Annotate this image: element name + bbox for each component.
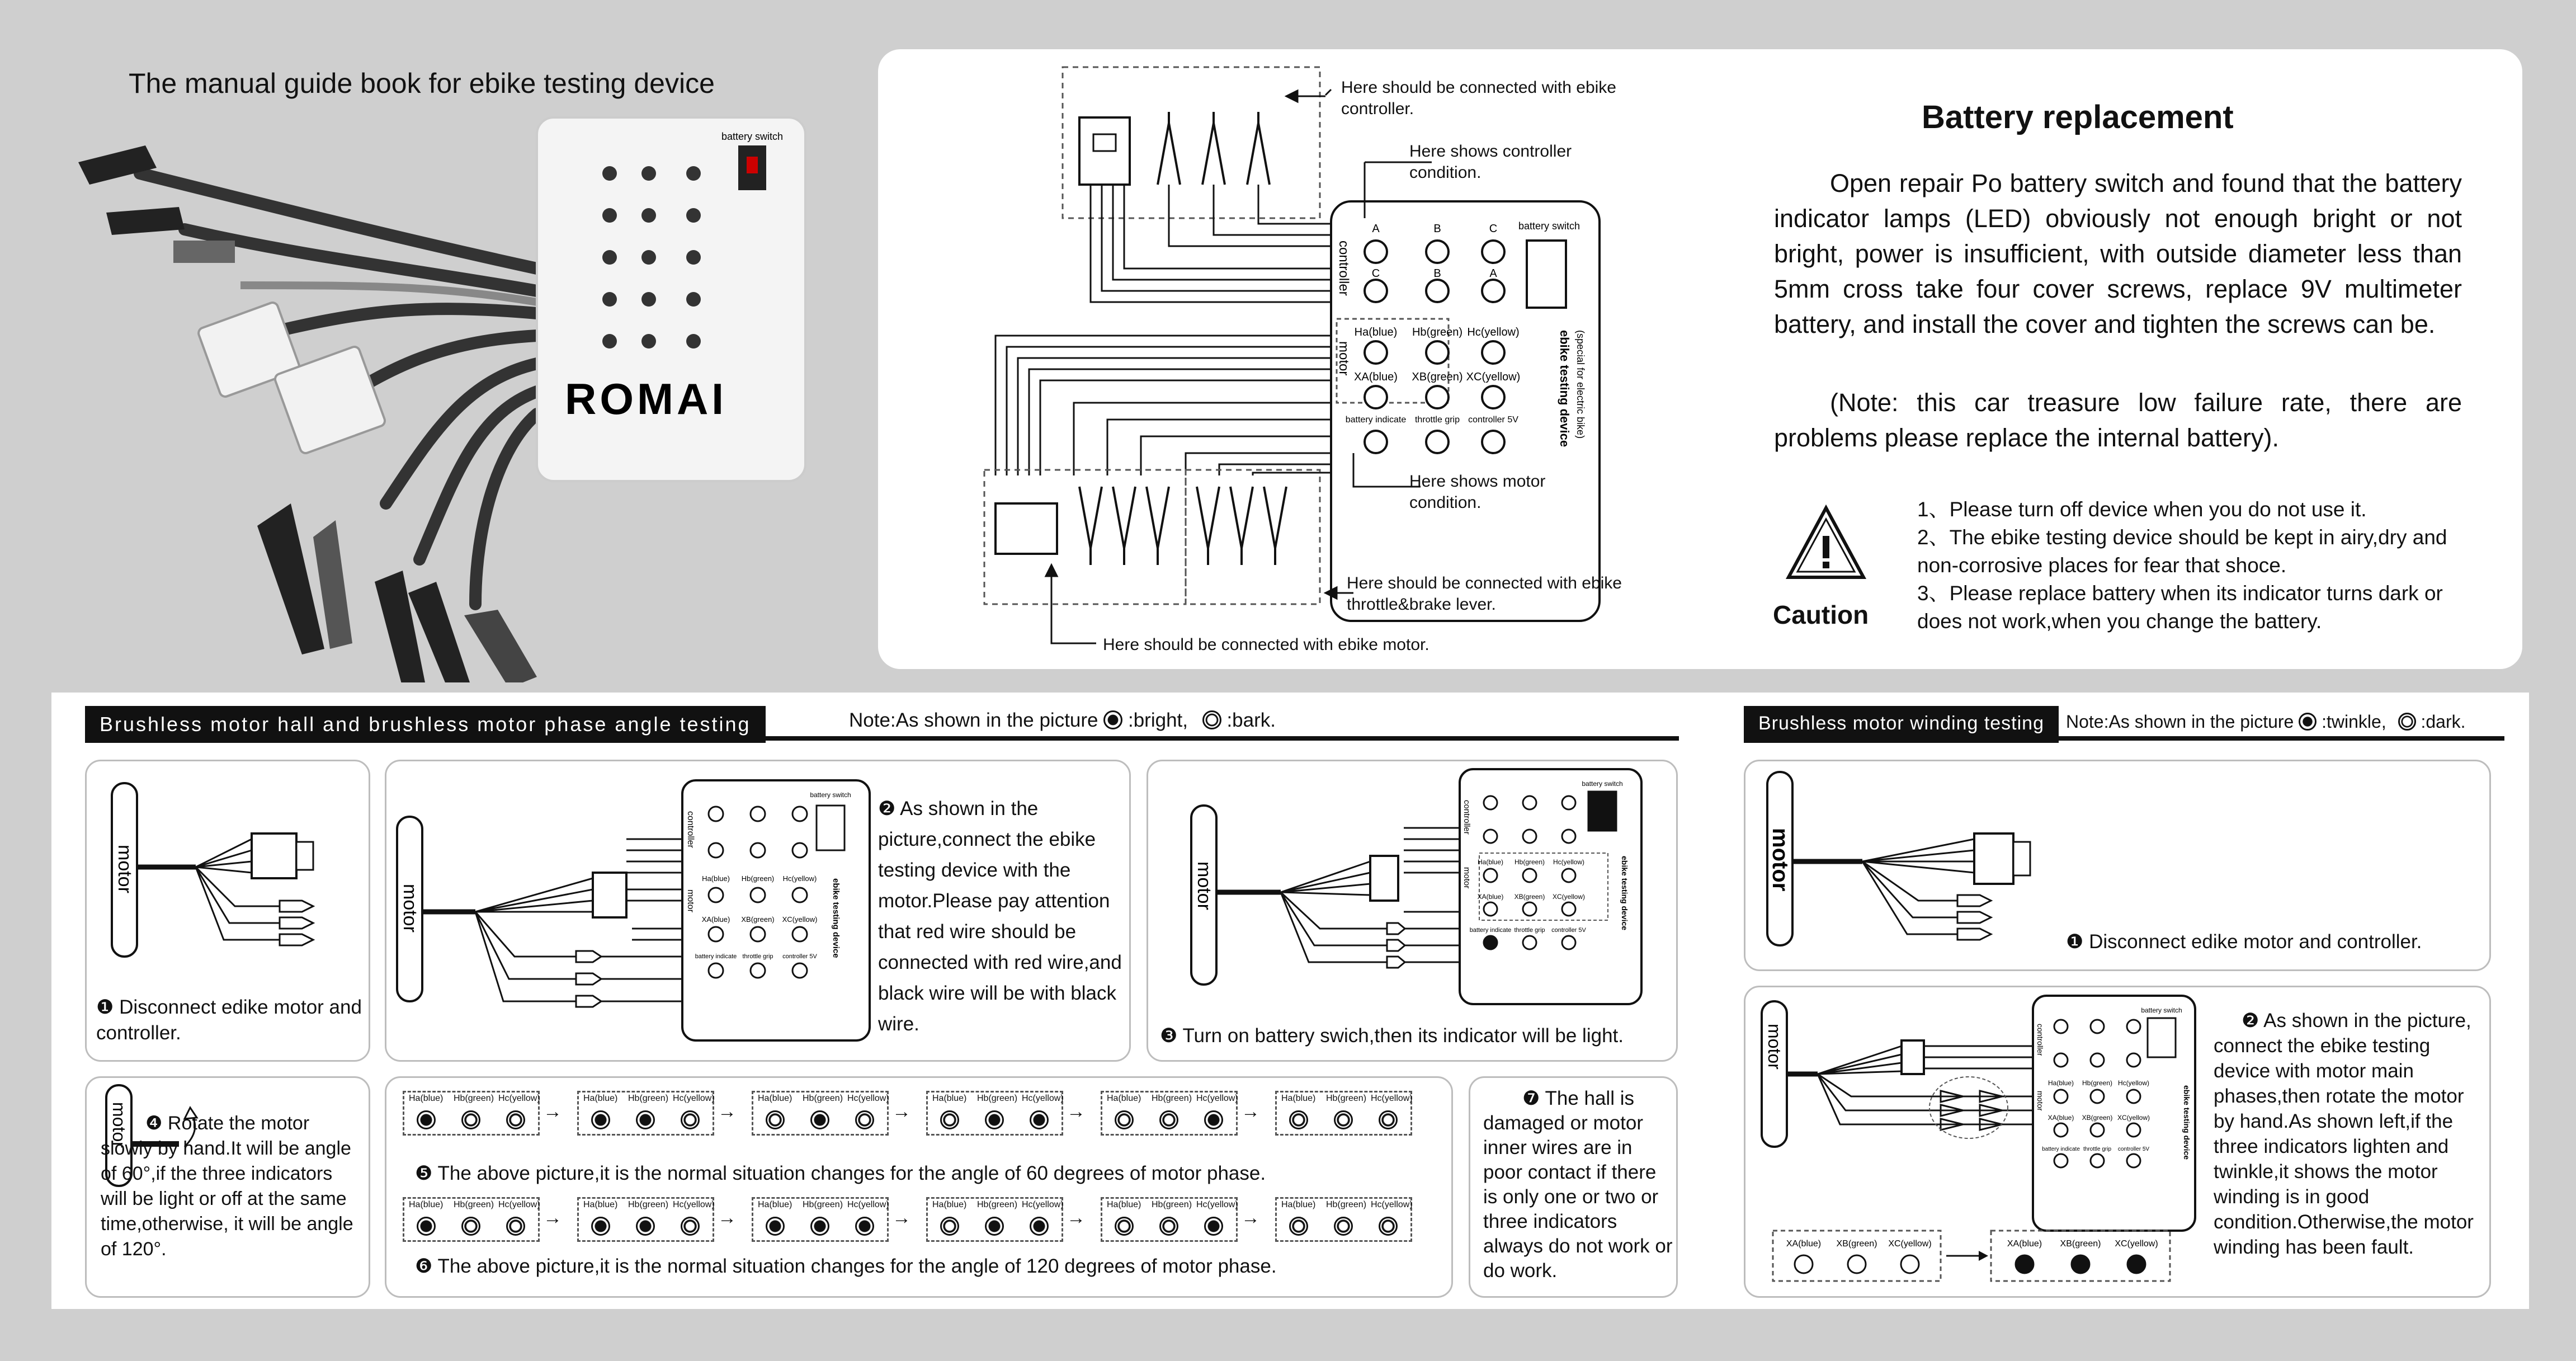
sequence-arrow-icon: → xyxy=(892,1101,911,1122)
indicator-label: Ha(blue) xyxy=(409,1094,444,1103)
w2-hall-c: Hc(yellow) xyxy=(2117,1079,2150,1087)
sequence-arrow-icon: → xyxy=(718,1207,737,1228)
indicator-dark xyxy=(1115,1217,1134,1236)
indicator-label: Hc(yellow) xyxy=(1196,1200,1238,1209)
sequence-arrow-icon: → xyxy=(892,1207,911,1228)
dark-indicator-icon-2 xyxy=(2398,713,2416,731)
indicator-group xyxy=(403,1091,540,1136)
hall-step5: ❺ The above picture,it is the normal situation changes for the angle of 60 degrees of motor phase. xyxy=(415,1162,1266,1184)
dia-hall-c: Hc(yellow) xyxy=(1467,326,1520,338)
dia-letter-b1: B xyxy=(1433,223,1441,235)
indicator-group xyxy=(752,1091,889,1136)
sequence-arrow-icon: → xyxy=(1067,1207,1086,1228)
indicator-dark xyxy=(1334,1217,1353,1236)
w2-motor: motor xyxy=(2036,1091,2045,1111)
indicator-bright xyxy=(810,1217,829,1236)
d3-phase-c: XC(yellow) xyxy=(1552,893,1586,901)
indicator-label: Ha(blue) xyxy=(1107,1094,1141,1103)
indicator-label: Hb(green) xyxy=(454,1200,494,1209)
dia-letter-a1: A xyxy=(1372,223,1380,235)
d2-phase-c: XC(yellow) xyxy=(782,915,818,924)
hall-section-header: Brushless motor hall and brushless motor phase angle testing xyxy=(85,706,766,743)
dia-phase-a: XA(blue) xyxy=(1354,371,1398,383)
indicator-bright xyxy=(855,1217,874,1236)
winding-note-text: Note:As shown in the picture xyxy=(2066,712,2294,732)
dia-letter-a2: A xyxy=(1489,267,1497,280)
d3-bottom-3: controller 5V xyxy=(1551,927,1586,934)
indicator-group xyxy=(1275,1197,1412,1242)
d2-controller: controller xyxy=(686,811,695,848)
d3-controller: controller xyxy=(1462,800,1471,835)
indicator-group xyxy=(403,1197,540,1242)
w2-row-c: XC(yellow) xyxy=(1888,1239,1932,1249)
winding-step1: ❶ Disconnect edike motor and controller. xyxy=(2066,931,2422,953)
hall-note-text: Note:As shown in the picture xyxy=(849,709,1098,731)
indicator-label: Ha(blue) xyxy=(1281,1200,1316,1209)
seq-120 xyxy=(403,1197,1449,1242)
seq-60 xyxy=(403,1091,1449,1136)
indicator-dark xyxy=(855,1110,874,1129)
page-title: The manual guide book for ebike testing device xyxy=(129,68,715,99)
winding-motor-diagram-2 xyxy=(1756,990,2198,1292)
w2-battery-switch: battery switch xyxy=(2141,1006,2182,1014)
bright-indicator-icon xyxy=(1103,710,1122,729)
hall-step4: ❹ Rotate the motor slowly by hand.It will be angle of 60°,if the three indicators will be light or off at the same time,otherwise, it will be angle of 120°. xyxy=(101,1113,353,1260)
indicator-bright xyxy=(1030,1110,1049,1129)
winding-motor-label-1: motor xyxy=(1768,828,1792,892)
indicator-label: Hb(green) xyxy=(803,1200,843,1209)
indicator-bright xyxy=(1030,1217,1049,1236)
indicator-label: Ha(blue) xyxy=(409,1200,444,1209)
hall-step1: ❶ Disconnect edike motor and controller. xyxy=(96,996,362,1044)
indicator-label: Hb(green) xyxy=(628,1200,669,1209)
brand-logo: ROMAI xyxy=(565,374,727,423)
d2-phase-a: XA(blue) xyxy=(701,915,730,924)
indicator-group xyxy=(1275,1091,1412,1136)
d3-bottom-2: throttle grip xyxy=(1514,927,1545,934)
indicator-label: Ha(blue) xyxy=(583,1200,618,1209)
d2-phase-b: XB(green) xyxy=(741,915,775,924)
indicator-group xyxy=(577,1197,714,1242)
dia-letter-c1: C xyxy=(1489,223,1498,235)
d3-hall-c: Hc(yellow) xyxy=(1553,858,1585,866)
dia-device-name: ebike testing device xyxy=(1558,330,1572,448)
motor-diagram-1 xyxy=(106,778,358,968)
note-motor: Here should be connected with ebike motor. xyxy=(1103,635,1429,654)
indicator-bright xyxy=(1204,1110,1223,1129)
indicator-dark xyxy=(1289,1110,1308,1129)
d3-phase-a: XA(blue) xyxy=(1477,893,1504,901)
indicator-label: Hc(yellow) xyxy=(1022,1200,1064,1209)
indicator-dark xyxy=(1159,1110,1178,1129)
winding-motor-diagram-1 xyxy=(1762,766,2097,957)
w2-bottom-2: throttle grip xyxy=(2083,1146,2112,1152)
hall-header-rule xyxy=(85,736,1679,741)
indicator-bright xyxy=(591,1217,610,1236)
dia-motor-label: motor xyxy=(1336,341,1351,376)
indicator-label: Hc(yellow) xyxy=(673,1200,715,1209)
d2-device-name: ebike testing device xyxy=(831,878,841,958)
indicator-dark xyxy=(1379,1217,1398,1236)
dia-bottom-1: battery indicate xyxy=(1345,415,1407,425)
d2-bottom-1: battery indicate xyxy=(695,953,737,960)
indicator-dark xyxy=(506,1217,525,1236)
sequence-arrow-icon: → xyxy=(543,1207,562,1228)
motor-diagram-2 xyxy=(391,772,884,1052)
device-photo xyxy=(73,101,817,682)
w2-phase-a: XA(blue) xyxy=(2047,1114,2074,1122)
dia-phase-c: XC(yellow) xyxy=(1466,371,1521,383)
note-throttle: Here should be connected with ebike throttle&brake lever. xyxy=(1347,574,1622,614)
w2-device-name: ebike testing device xyxy=(2182,1085,2191,1160)
d3-motor: motor xyxy=(1462,867,1471,889)
w2-row-b: XB(green) xyxy=(1836,1239,1877,1249)
motor-diagram-3 xyxy=(1186,766,1644,1012)
dia-bottom-2: throttle grip xyxy=(1414,415,1460,425)
indicator-bright xyxy=(417,1217,436,1236)
winding-header-rule xyxy=(1744,736,2504,741)
note-controller: Here should be connected with ebike controller. xyxy=(1341,78,1616,118)
indicator-dark xyxy=(1159,1217,1178,1236)
winding-motor-label-2: motor xyxy=(1764,1024,1785,1070)
indicator-label: Ha(blue) xyxy=(583,1094,618,1103)
indicator-label: Hc(yellow) xyxy=(498,1200,540,1209)
hall-note-bright: :bright, xyxy=(1127,709,1188,731)
indicator-bright xyxy=(985,1110,1004,1129)
caution-item-3: 3、Please replace battery when its indicator turns dark or does not work,when you change the battery. xyxy=(1917,582,2443,633)
indicator-label: Hb(green) xyxy=(1152,1200,1192,1209)
d3-bottom-1: battery indicate xyxy=(1469,927,1512,934)
d2-bottom-2: throttle grip xyxy=(742,953,773,960)
battery-paragraph-1: Open repair Po battery switch and found that the battery indicator lamps (LED) obviously not enough bright or not bright, power is insufficient, with outside diameter less than 5mm cross take four cover screws, replace 9V multimeter battery, and install the cover and tighten the screws can be. xyxy=(1774,169,2462,338)
dia-bottom-3: controller 5V xyxy=(1468,415,1518,425)
indicator-label: Ha(blue) xyxy=(758,1200,792,1209)
indicator-label: Hb(green) xyxy=(977,1200,1018,1209)
w2-row2-a: XA(blue) xyxy=(2007,1239,2042,1249)
indicator-label: Hc(yellow) xyxy=(847,1200,889,1209)
sequence-arrow-icon: → xyxy=(1241,1101,1260,1122)
dia-hall-a: Ha(blue) xyxy=(1354,326,1398,338)
dia-special-label: (special for electric bike) xyxy=(1575,330,1586,439)
indicator-dark xyxy=(1115,1110,1134,1129)
indicator-label: Hc(yellow) xyxy=(847,1094,889,1103)
indicator-dark xyxy=(506,1110,525,1129)
d2-hall-b: Hb(green) xyxy=(741,874,775,883)
w2-row2-b: XB(green) xyxy=(2060,1239,2101,1249)
caution-item-2: 2、The ebike testing device should be kept in airy,dry and non-corrosive places for fear that shoce. xyxy=(1917,526,2447,577)
hall-step2: ❷ As shown in the picture,connect the ebike testing device with the motor.Please pay attention that red wire should be connected with red wire,and black wire will be with black wire. xyxy=(878,798,1122,1035)
sequence-arrow-icon: → xyxy=(543,1101,562,1122)
indicator-label: Ha(blue) xyxy=(1281,1094,1316,1103)
d3-phase-b: XB(green) xyxy=(1514,893,1545,901)
indicator-label: Hc(yellow) xyxy=(673,1094,715,1103)
w2-bottom-1: battery indicate xyxy=(2042,1146,2080,1152)
w2-phase-c: XC(yellow) xyxy=(2117,1114,2150,1122)
indicator-dark xyxy=(681,1217,700,1236)
indicator-label: Hc(yellow) xyxy=(1022,1094,1064,1103)
dia-phase-b: XB(green) xyxy=(1412,371,1463,383)
indicator-dark xyxy=(940,1217,959,1236)
dia-letter-c2: C xyxy=(1371,267,1380,280)
note-motor-condition: Here shows motor condition. xyxy=(1409,472,1546,512)
battery-heading: Battery replacement xyxy=(1922,99,2234,135)
indicator-label: Ha(blue) xyxy=(932,1200,967,1209)
indicator-bright xyxy=(591,1110,610,1129)
indicator-label: Ha(blue) xyxy=(1107,1200,1141,1209)
dark-indicator-icon xyxy=(1202,710,1221,729)
indicator-label: Hc(yellow) xyxy=(498,1094,540,1103)
indicator-label: Hb(green) xyxy=(1152,1094,1192,1103)
indicator-dark xyxy=(1379,1110,1398,1129)
d2-hall-c: Hc(yellow) xyxy=(782,874,817,883)
d3-hall-a: Ha(blue) xyxy=(1477,858,1504,866)
indicator-label: Hb(green) xyxy=(977,1094,1018,1103)
winding-note-twinkle: :twinkle, xyxy=(2322,712,2386,732)
indicator-bright xyxy=(985,1217,1004,1236)
w2-hall-a: Ha(blue) xyxy=(2047,1079,2074,1087)
battery-paragraph-2: (Note: this car treasure low failure rate, there are problems please replace the internal battery). xyxy=(1774,388,2462,452)
indicator-bright xyxy=(636,1110,655,1129)
w2-row2-c: XC(yellow) xyxy=(2115,1239,2158,1249)
d3-hall-b: Hb(green) xyxy=(1514,858,1545,866)
motor-label-3: motor xyxy=(1193,861,1215,910)
d3-device-name: ebike testing device xyxy=(1620,856,1629,931)
indicator-group xyxy=(577,1091,714,1136)
indicator-label: Hb(green) xyxy=(1326,1094,1367,1103)
photo-battery-switch: battery switch xyxy=(721,131,784,142)
w2-phase-b: XB(green) xyxy=(2082,1114,2113,1122)
indicator-dark xyxy=(940,1110,959,1129)
indicator-bright xyxy=(1204,1217,1223,1236)
motor-label-1: motor xyxy=(114,845,135,893)
dia-controller-label: controller xyxy=(1336,241,1351,296)
indicator-label: Hc(yellow) xyxy=(1371,1094,1413,1103)
hall-note-bark: :bark. xyxy=(1226,709,1276,731)
winding-note xyxy=(2066,712,2466,732)
indicator-group xyxy=(926,1091,1063,1136)
dia-battery-switch: battery switch xyxy=(1518,220,1580,232)
caution-item-1: 1、Please turn off device when you do not use it. xyxy=(1917,498,2367,521)
w2-bottom-3: controller 5V xyxy=(2117,1146,2150,1152)
indicator-dark xyxy=(1289,1217,1308,1236)
indicator-dark xyxy=(461,1110,480,1129)
indicator-label: Hb(green) xyxy=(803,1094,843,1103)
indicator-dark xyxy=(1334,1110,1353,1129)
indicator-label: Ha(blue) xyxy=(932,1094,967,1103)
hall-step6: ❻ The above picture,it is the normal situation changes for the angle of 120 degrees of motor phase. xyxy=(415,1255,1277,1277)
caution-icon xyxy=(1784,503,1868,582)
d2-motor: motor xyxy=(686,889,695,912)
indicator-label: Hb(green) xyxy=(628,1094,669,1103)
winding-section-header: Brushless motor winding testing xyxy=(1744,706,2059,743)
indicator-bright xyxy=(636,1217,655,1236)
indicator-group xyxy=(926,1197,1063,1242)
sequence-arrow-icon: → xyxy=(1241,1207,1260,1228)
d2-battery-switch: battery switch xyxy=(810,791,851,799)
note-controller-condition: Here shows controller condition. xyxy=(1409,142,1572,182)
w2-row-a: XA(blue) xyxy=(1786,1239,1822,1249)
d3-battery-switch: battery switch xyxy=(1582,780,1623,788)
motor-label-4: motor xyxy=(109,1102,129,1148)
indicator-dark xyxy=(461,1217,480,1236)
indicator-label: Hb(green) xyxy=(1326,1200,1367,1209)
indicator-label: Hb(green) xyxy=(454,1094,494,1103)
d2-bottom-3: controller 5V xyxy=(782,953,817,960)
twinkle-indicator-icon xyxy=(2299,713,2316,731)
indicator-group xyxy=(1101,1197,1238,1242)
indicator-dark xyxy=(681,1110,700,1129)
w2-hall-b: Hb(green) xyxy=(2082,1079,2113,1087)
sequence-arrow-icon: → xyxy=(718,1101,737,1122)
indicator-group xyxy=(752,1197,889,1242)
d2-hall-a: Ha(blue) xyxy=(702,874,730,883)
dia-letter-b2: B xyxy=(1433,267,1441,280)
dia-hall-b: Hb(green) xyxy=(1412,326,1463,338)
hall-step7: ❼ The hall is damaged or motor inner wires are in poor contact if there is only one or two or three indicators always do not work or do work. xyxy=(1483,1087,1673,1282)
indicator-label: Hc(yellow) xyxy=(1196,1094,1238,1103)
indicator-label: Hc(yellow) xyxy=(1371,1200,1413,1209)
indicator-group xyxy=(1101,1091,1238,1136)
sequence-arrow-icon: → xyxy=(1067,1101,1086,1122)
indicator-bright xyxy=(810,1110,829,1129)
caution-label: Caution xyxy=(1773,600,1869,629)
hall-step3: ❸ Turn on battery swich,then its indicator will be light. xyxy=(1160,1025,1624,1047)
indicator-label: Ha(blue) xyxy=(758,1094,792,1103)
indicator-bright xyxy=(766,1217,785,1236)
indicator-dark xyxy=(766,1110,785,1129)
winding-step2: ❷ As shown in the picture, connect the ebike testing device with motor main phases,then rotate the motor by hand.As shown left,if the three indicators lighten and twinkle,it shows the motor winding is in good condition.Otherwise,the motor winding has been fault. xyxy=(2214,1010,2474,1258)
winding-note-dark: :dark. xyxy=(2421,712,2466,732)
hall-note xyxy=(849,709,1276,732)
indicator-bright xyxy=(417,1110,436,1129)
w2-controller: controller xyxy=(2036,1024,2045,1056)
motor-label-2: motor xyxy=(399,884,421,933)
